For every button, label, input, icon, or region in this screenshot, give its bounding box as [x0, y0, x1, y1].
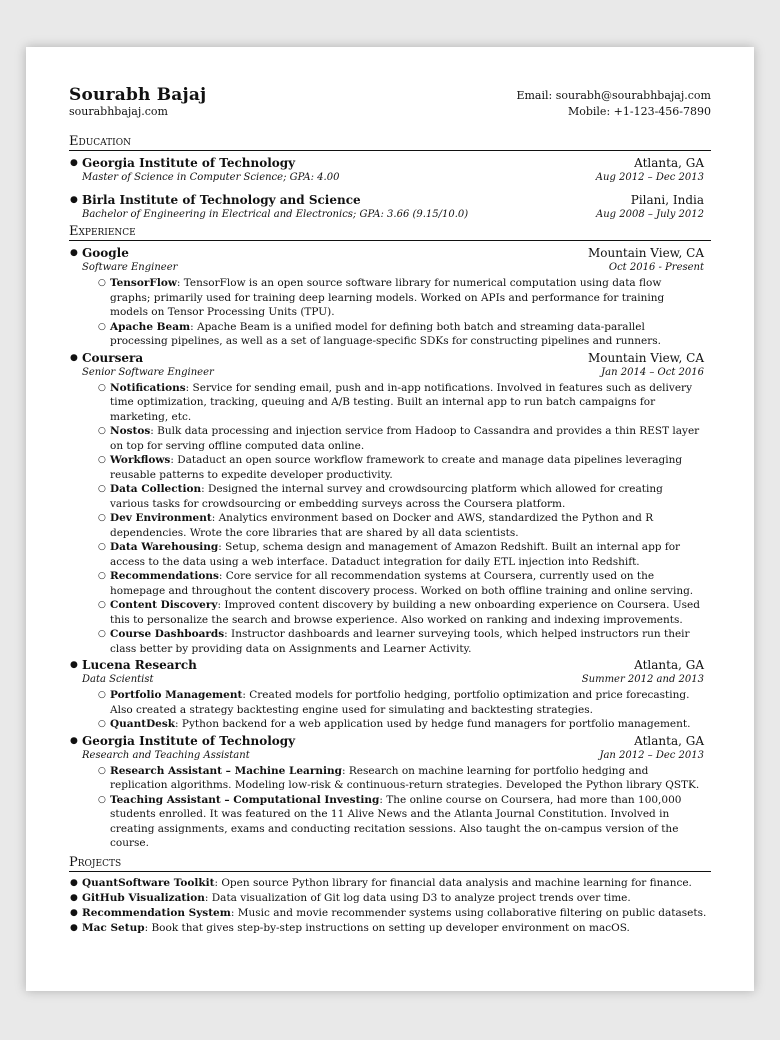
job-entry-heading [69, 245, 711, 261]
bullet-icon: ● [70, 660, 78, 670]
item-label: Workflows [110, 454, 171, 466]
project-name: Mac Setup [82, 921, 145, 934]
education-entry-dates: Aug 2012 – Dec 2013 [595, 172, 704, 183]
job-bullet-item [98, 381, 704, 425]
item-text: : Core service for all recommendation systems at Coursera, currently used on the homepage and throughout the content discovery process. Worked on both offline training and online serving. [110, 570, 694, 597]
job-entry [69, 350, 711, 657]
job-bullet-list [69, 381, 711, 657]
item-label: Notifications [110, 381, 186, 394]
job-entry-subheading [69, 749, 711, 763]
item-text: : Apache Beam is a unified model for defining both batch and streaming data-parallel processing pipelines, as well as a set of language-specific SDKs for constructing pipelines and runners. [110, 320, 661, 347]
job-bullet-list [69, 688, 711, 732]
education-entry-location: Atlanta, GA [634, 156, 704, 170]
circle-bullet-icon: ○ [98, 600, 106, 610]
item-label: Portfolio Management [110, 689, 243, 701]
job-bullet-item [98, 717, 704, 732]
item-label: Data Warehousing [110, 541, 219, 553]
job-bullet-item [98, 793, 704, 851]
circle-bullet-icon: ○ [98, 426, 106, 436]
circle-bullet-icon: ○ [98, 278, 106, 288]
item-label: Recommendations [110, 570, 219, 582]
project-description: : Open source Python library for financial data analysis and machine learning for finance. [214, 876, 692, 889]
bullet-icon: ● [70, 352, 78, 363]
job-bullet-list [69, 764, 711, 851]
job-bullet-item [98, 482, 704, 511]
education-list [69, 155, 711, 222]
job-entry-subtitle: Software Engineer [82, 262, 178, 273]
contact-info [516, 85, 711, 120]
mobile-text: Mobile: +1-123-456-7890 [567, 105, 711, 118]
item-label: TensorFlow [110, 277, 177, 289]
job-entry-org: Georgia Institute of Technology [82, 733, 296, 748]
circle-bullet-icon: ○ [98, 690, 106, 700]
job-entry-org: Lucena Research [82, 658, 197, 672]
item-text: : Dataduct an open source workflow framework to create and manage data pipelines leveraging reusable patterns to expedite developer productivity. [110, 454, 683, 481]
education-entry-subtitle: Master of Science in Computer Science; GPA: 4.00 [82, 172, 340, 183]
job-bullet-item [98, 688, 704, 717]
education-entry-org: Georgia Institute of Technology [82, 156, 296, 170]
project-item [69, 891, 711, 906]
project-item [69, 906, 711, 921]
job-entry [69, 733, 711, 851]
project-name: GitHub Visualization [82, 891, 205, 904]
job-entry-location: Atlanta, GA [634, 658, 704, 672]
bullet-icon: ● [70, 195, 78, 205]
job-entry-subheading [69, 366, 711, 380]
circle-bullet-icon: ○ [98, 542, 106, 552]
job-entry [69, 245, 711, 349]
job-entry-subtitle: Data Scientist [82, 674, 154, 685]
item-text: : TensorFlow is an open source software library for numerical computation using data flow graphs; primarily used for training deep learning models. Worked on APIs and performance for training models on Tensor Processing Units (TPU). [110, 277, 665, 318]
circle-bullet-icon: ○ [98, 794, 106, 805]
job-entry-org: Google [82, 246, 129, 260]
project-description: : Book that gives step-by-step instructions on setting up developer environment on macOS. [144, 921, 630, 934]
item-label: Research Assistant – Machine Learning [110, 764, 342, 777]
experience-list [69, 245, 711, 851]
circle-bullet-icon: ○ [98, 321, 106, 332]
item-text: : Analytics environment based on Docker and AWS, standardized the Python and R dependencies. Wrote the core libraries that are shared by all data scientists. [110, 512, 654, 539]
bullet-icon: ● [70, 877, 78, 888]
circle-bullet-icon: ○ [98, 513, 106, 523]
circle-bullet-icon: ○ [98, 382, 106, 393]
project-description: : Music and movie recommender systems using collaborative filtering on public datasets. [230, 906, 707, 919]
education-entry-subheading [69, 171, 711, 185]
job-entry-subtitle: Senior Software Engineer [82, 366, 214, 378]
item-text: : Setup, schema design and management of Amazon Redshift. Built an internal app for access to the data using a web interface. Dataduct integration for daily ETL injection into Redshift. [110, 541, 681, 568]
resume-content [69, 85, 711, 936]
project-name: QuantSoftware Toolkit [82, 876, 215, 889]
education-entry-subheading [69, 208, 711, 222]
item-label: Nostos [110, 425, 151, 437]
resume-page [26, 47, 754, 991]
item-label: Dev Environment [110, 512, 212, 524]
circle-bullet-icon: ○ [98, 629, 106, 639]
item-label: Content Discovery [110, 599, 218, 611]
item-text: : Created models for portfolio hedging, portfolio optimization and price forecasting. Also created a strategy backtesting engine used for simulating and backtesting strategies. [110, 689, 690, 716]
item-text: : Service for sending email, push and in-app notifications. Involved in features such as delivery time optimization, tracking, queuing and A/B testing. Built an internal app to run batch campaigns for marketing, etc. [110, 381, 692, 423]
job-entry-subheading [69, 261, 711, 275]
project-description: : Data visualization of Git log data using D3 to analyze project trends over time. [204, 891, 631, 904]
item-text: : Bulk data processing and injection service from Hadoop to Cassandra and provides a thin REST layer on top for serving offline computed data online. [110, 425, 700, 452]
item-text: : Python backend for a web application used by hedge fund managers for portfolio management. [175, 718, 691, 730]
job-bullet-item [98, 764, 704, 793]
job-bullet-item [98, 424, 704, 453]
item-label: Course Dashboards [110, 628, 225, 640]
job-entry-location: Mountain View, CA [587, 246, 704, 260]
section-title-education: Education [69, 134, 711, 151]
job-entry-dates: Jan 2012 – Dec 2013 [599, 749, 704, 761]
job-entry-location: Mountain View, CA [587, 350, 704, 365]
education-entry [69, 192, 711, 222]
job-entry-dates: Jan 2014 – Oct 2016 [601, 366, 704, 378]
education-entry-dates: Aug 2008 – July 2012 [596, 209, 704, 220]
section-title-experience: Experience [69, 224, 711, 241]
section-title-projects: Projects [69, 855, 711, 872]
job-entry-subtitle: Research and Teaching Assistant [82, 749, 250, 761]
education-entry-subtitle: Bachelor of Engineering in Electrical and Electronics; GPA: 3.66 (9.15/10.0) [82, 209, 469, 220]
project-item [69, 921, 711, 936]
job-entry-dates: Oct 2016 - Present [608, 262, 704, 273]
website-link[interactable]: sourabhbajaj.com [69, 105, 168, 118]
bullet-icon: ● [70, 158, 78, 168]
education-entry [69, 155, 711, 185]
job-bullet-item [98, 276, 704, 320]
bullet-icon: ● [70, 248, 78, 258]
job-bullet-item [98, 511, 704, 540]
bullet-icon: ● [70, 922, 78, 933]
item-text: : The online course on Coursera, had more than 100,000 students enrolled. It was featured on the 11 Alive News and the Atlanta Journal Constitution. Involved in creating assignments, exams and conducting recitation sessions. Also taught the on-campus version of the course. [110, 793, 682, 849]
project-name: Recommendation System [82, 906, 231, 919]
job-bullet-list [69, 276, 711, 349]
job-bullet-item [98, 569, 704, 598]
item-text: : Instructor dashboards and learner surveying tools, which helped instructors run their class better by providing data on Assignments and Learner Activity. [110, 628, 690, 655]
circle-bullet-icon: ○ [98, 719, 106, 729]
item-label: Data Collection [110, 483, 202, 495]
job-entry [69, 657, 711, 732]
job-entry-org: Coursera [82, 350, 144, 365]
item-label: Teaching Assistant – Computational Investing [110, 793, 380, 806]
job-bullet-item [98, 540, 704, 569]
job-bullet-item [98, 320, 704, 349]
circle-bullet-icon: ○ [98, 765, 106, 776]
resume-header [69, 85, 711, 120]
job-entry-location: Atlanta, GA [634, 733, 704, 748]
item-label: Apache Beam [110, 320, 191, 333]
job-bullet-item [98, 627, 704, 656]
item-text: : Designed the internal survey and crowdsourcing platform which allowed for creating various tasks for crowdsourcing or embedding surveys across the Coursera platform. [110, 483, 663, 510]
header-left [69, 85, 206, 120]
bullet-icon: ● [70, 907, 78, 918]
job-entry-heading [69, 657, 711, 673]
bullet-icon: ● [70, 735, 78, 746]
education-entry-heading [69, 155, 711, 171]
bullet-icon: ● [70, 892, 78, 903]
person-name: Sourabh Bajaj [69, 85, 207, 105]
education-entry-location: Pilani, India [630, 193, 704, 207]
job-entry-subheading [69, 673, 711, 687]
education-entry-heading [69, 192, 711, 208]
job-bullet-item [98, 598, 704, 627]
email-text[interactable]: Email: sourabh@sourabhbajaj.com [516, 89, 711, 102]
job-entry-heading [69, 733, 711, 749]
item-label: QuantDesk [110, 718, 176, 730]
item-text: : Improved content discovery by building a new onboarding experience on Coursera. Used this to personalize the search and browse experience. Also worked on ranking and indexing improvements. [110, 599, 700, 626]
education-entry-org: Birla Institute of Technology and Science [82, 193, 361, 207]
job-bullet-item [98, 453, 704, 482]
job-entry-dates: Summer 2012 and 2013 [581, 674, 704, 685]
projects-list [69, 876, 711, 936]
circle-bullet-icon: ○ [98, 571, 106, 581]
item-text: : Research on machine learning for portfolio hedging and replication algorithms. Modeling low-risk & continuous-return strategies. Developed the Python library QSTK. [110, 764, 700, 791]
project-item [69, 876, 711, 891]
circle-bullet-icon: ○ [98, 484, 106, 494]
job-entry-heading [69, 350, 711, 366]
circle-bullet-icon: ○ [98, 455, 106, 465]
